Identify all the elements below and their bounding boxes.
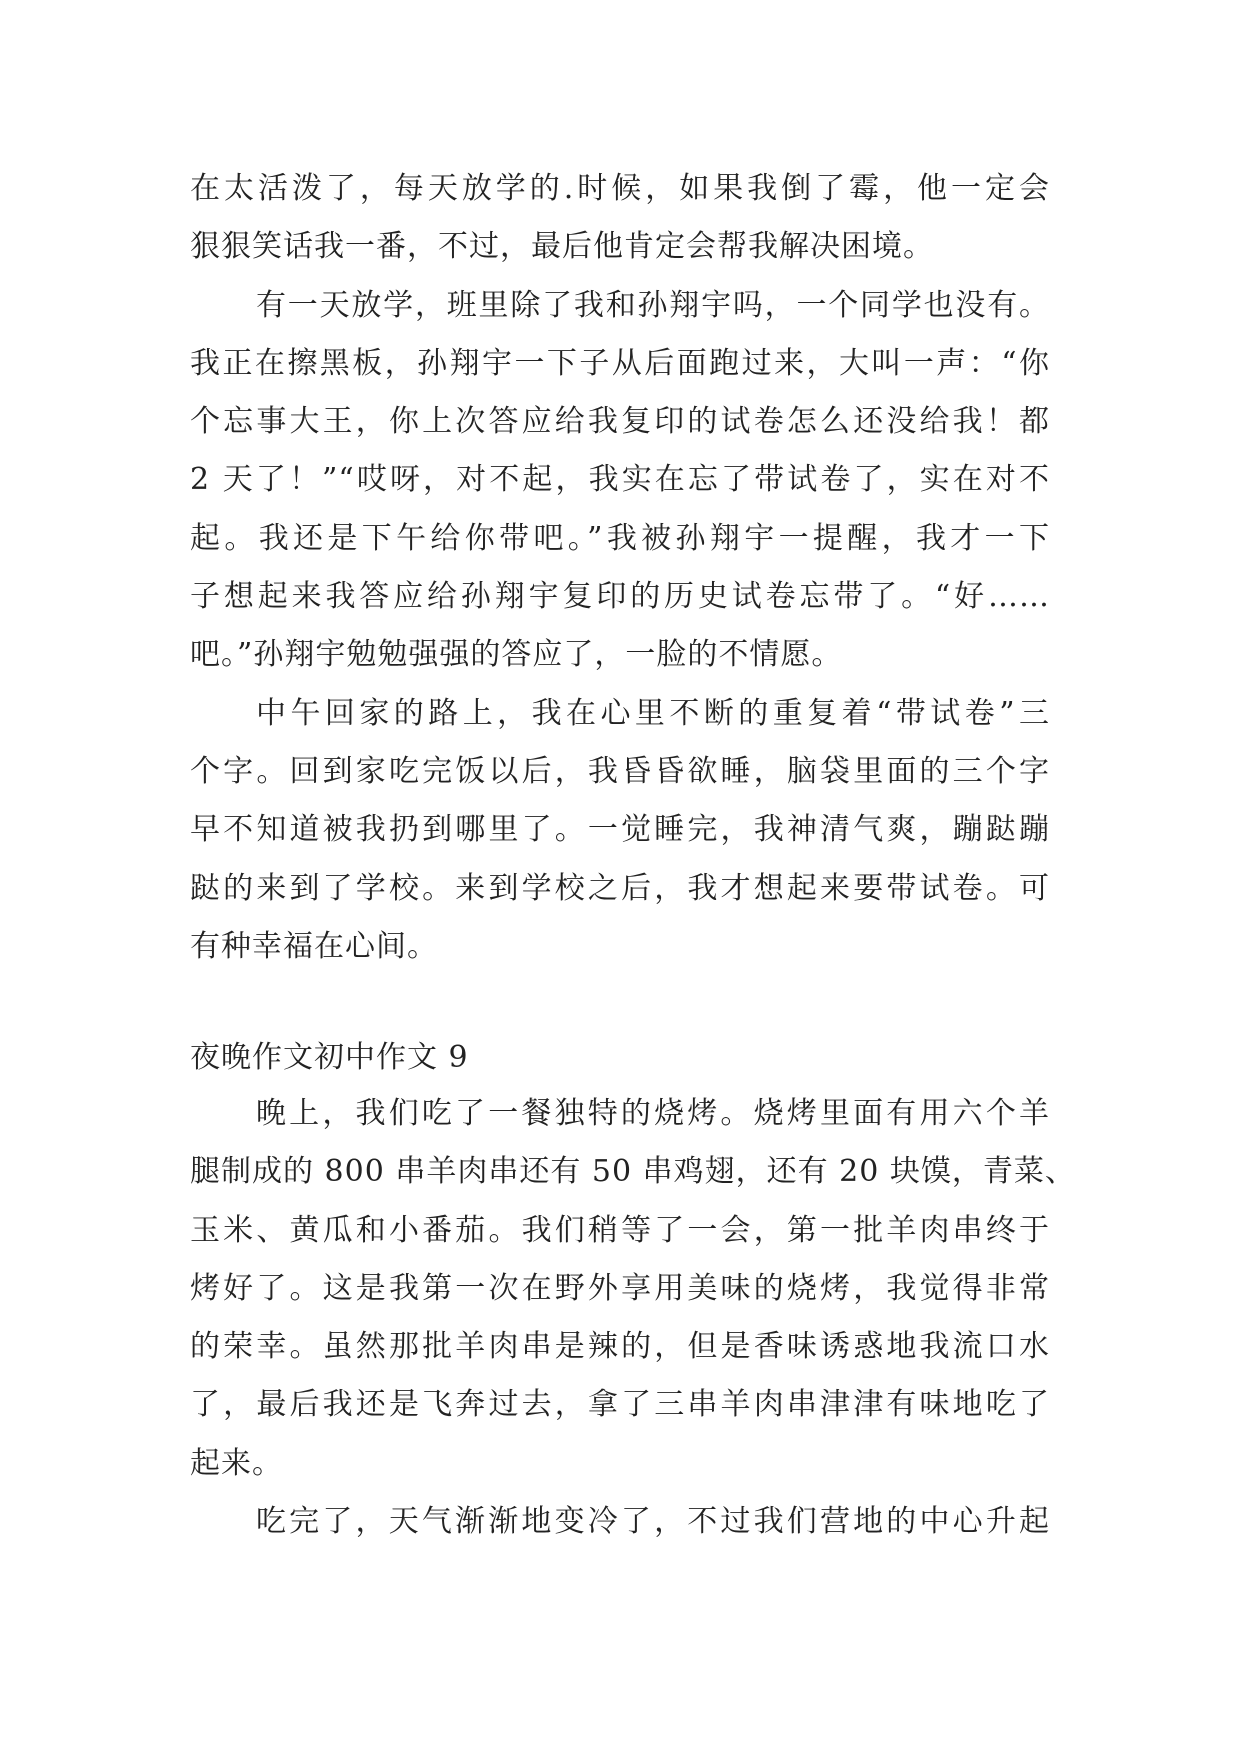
essay-body xyxy=(190,1085,1076,1551)
text-line: 子想起来我答应给孙翔宇复印的历史试卷忘带了。“好…… xyxy=(190,579,1050,615)
text-line: 起。我还是下午给你带吧。”我被孙翔宇一提醒，我才一下 xyxy=(190,520,1050,556)
text-line: 晚上，我们吃了一餐独特的烧烤。烧烤里面有用六个羊 xyxy=(256,1096,1050,1131)
text-line: 狠狠笑话我一番，不过，最后他肯定会帮我解决困境。 xyxy=(190,229,934,265)
text-line: 有种幸福在心间。 xyxy=(190,928,438,964)
text-line: 个忘事大王，你上次答应给我复印的试卷怎么还没给我！都 xyxy=(190,404,1050,440)
text-line: 烤好了。这是我第一次在野外享用美味的烧烤，我觉得非常 xyxy=(190,1270,1050,1306)
essay-continuation xyxy=(190,160,1050,976)
text-line: 2 天了！”“哎呀，对不起，我实在忘了带试卷了，实在对不 xyxy=(190,462,1050,498)
text-line: 吃完了，天气渐渐地变冷了，不过我们营地的中心升起 xyxy=(256,1504,1050,1540)
text-line: 了，最后我还是飞奔过去，拿了三串羊肉串津津有味地吃了 xyxy=(190,1387,1050,1423)
essay-heading: 夜晚作文初中作文 9 xyxy=(190,1040,469,1075)
text-line: 起来。 xyxy=(190,1445,283,1481)
text-line: 玉米、黄瓜和小番茄。我们稍等了一会，第一批羊肉串终于 xyxy=(190,1212,1050,1248)
text-line: 腿制成的 800 串羊肉串还有 50 串鸡翅，还有 20 块馍，青菜、 xyxy=(190,1154,1076,1190)
text-line: 中午回家的路上，我在心里不断的重复着“带试卷”三 xyxy=(256,695,1050,731)
text-line: 个字。回到家吃完饭以后，我昏昏欲睡，脑袋里面的三个字 xyxy=(190,753,1050,789)
text-line: 跶的来到了学校。来到学校之后，我才想起来要带试卷。可 xyxy=(190,870,1050,906)
text-line: 我正在擦黑板，孙翔宇一下子从后面跑过来，大叫一声：“你 xyxy=(190,345,1050,381)
text-line: 早不知道被我扔到哪里了。一觉睡完，我神清气爽，蹦跶蹦 xyxy=(190,812,1050,848)
text-line: 的荣幸。虽然那批羊肉串是辣的，但是香味诱惑地我流口水 xyxy=(190,1329,1050,1365)
text-line: 有一天放学，班里除了我和孙翔宇吗，一个同学也没有。 xyxy=(256,287,1050,323)
text-line: 在太活泼了，每天放学的.时候，如果我倒了霉，他一定会 xyxy=(190,171,1050,206)
text-line: 吧。”孙翔宇勉勉强强的答应了，一脸的不情愿。 xyxy=(190,637,843,673)
